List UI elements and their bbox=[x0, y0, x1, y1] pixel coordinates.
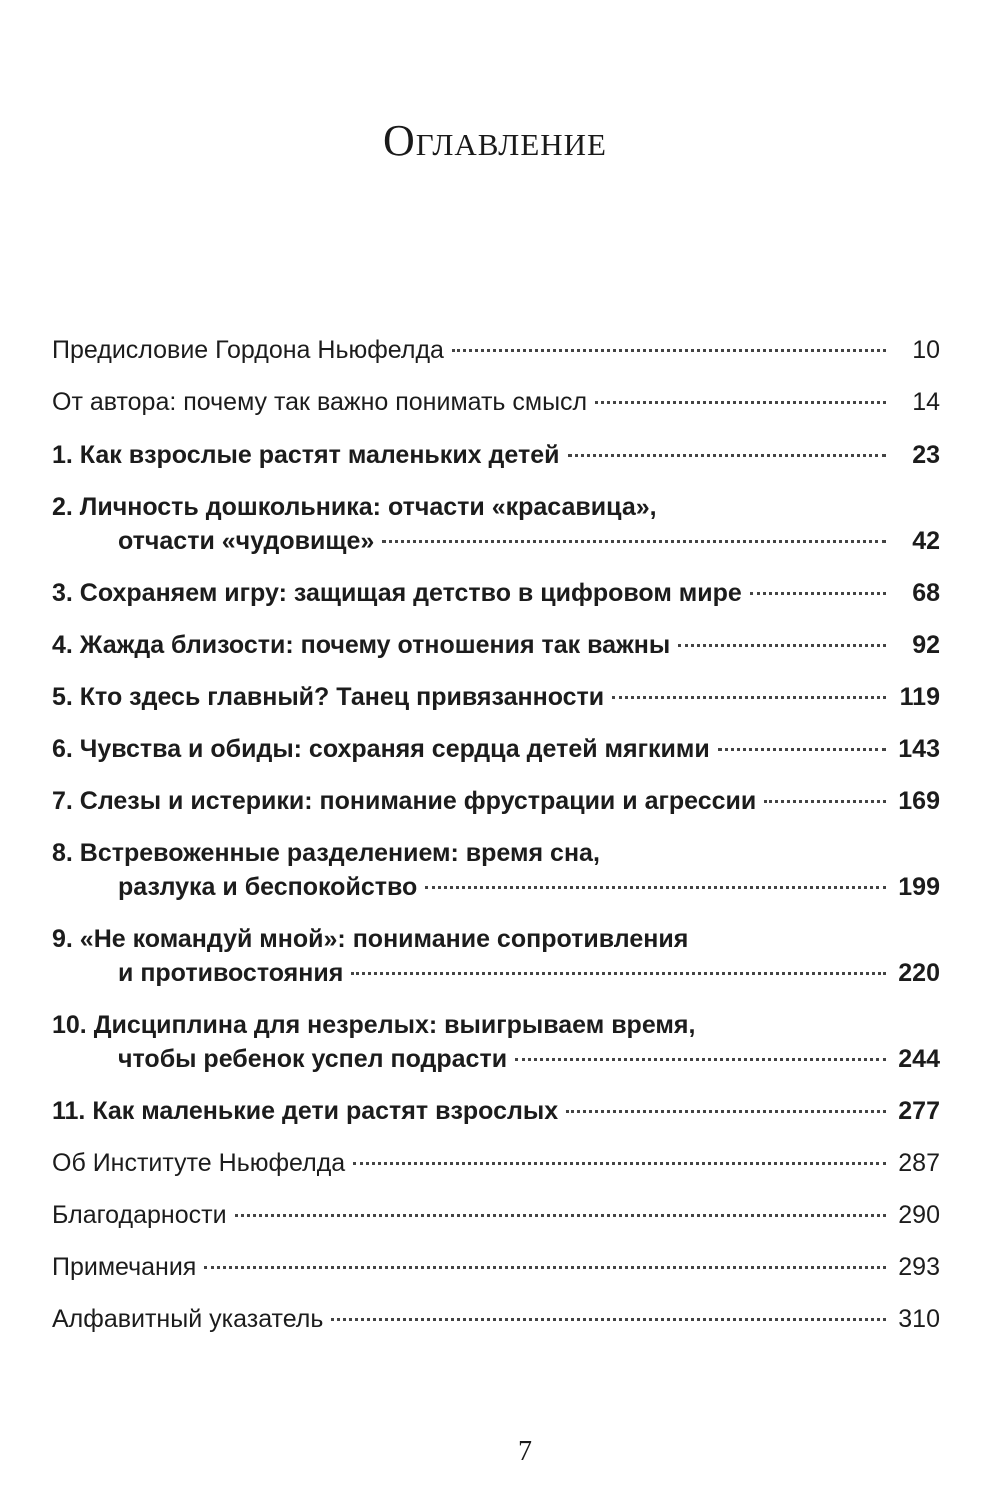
toc-entry-title: Об Институте Ньюфелда bbox=[52, 1149, 346, 1177]
dot-leader bbox=[764, 800, 886, 803]
dot-leader bbox=[595, 401, 886, 404]
toc-entry-page: 92 bbox=[912, 631, 940, 659]
toc-entry-title: 3. Сохраняем игру: защищая детство в цифровом мире bbox=[52, 579, 742, 607]
dot-leader bbox=[515, 1058, 886, 1061]
dot-leader bbox=[718, 748, 886, 751]
toc-entry-title: 9. «Не командуй мной»: понимание сопротивления bbox=[52, 925, 689, 953]
dot-leader bbox=[750, 592, 886, 595]
toc-entry-title: Алфавитный указатель bbox=[52, 1305, 324, 1333]
dot-leader bbox=[331, 1318, 886, 1321]
toc-entry-page: 220 bbox=[898, 959, 940, 987]
dot-leader bbox=[351, 972, 886, 975]
toc-entry-chapter-4[interactable] bbox=[52, 628, 940, 662]
toc-entry-chapter-10[interactable] bbox=[52, 1008, 940, 1076]
toc-entry-page: 14 bbox=[912, 388, 940, 416]
toc-entry-page: 293 bbox=[898, 1253, 940, 1281]
toc-entry-acknowledgements[interactable] bbox=[52, 1198, 940, 1232]
toc-entry-chapter-8[interactable] bbox=[52, 836, 940, 904]
dot-leader bbox=[452, 349, 886, 352]
toc-entry-title-continued: и противостояния bbox=[118, 959, 344, 987]
toc-entry-title: 10. Дисциплина для незрелых: выигрываем время, bbox=[52, 1011, 696, 1039]
dot-leader bbox=[566, 1110, 886, 1113]
toc-entry-title: 7. Слезы и истерики: понимание фрустрации и агрессии bbox=[52, 787, 757, 815]
toc-entry-chapter-7[interactable] bbox=[52, 784, 940, 818]
toc-entry-foreword[interactable] bbox=[52, 333, 940, 367]
toc-entry-page: 244 bbox=[898, 1045, 940, 1073]
toc-entry-chapter-9[interactable] bbox=[52, 922, 940, 990]
dot-leader bbox=[678, 644, 886, 647]
toc-entry-chapter-3[interactable] bbox=[52, 576, 940, 610]
toc-entry-title: 4. Жажда близости: почему отношения так важны bbox=[52, 631, 671, 659]
toc-entry-title: 1. Как взрослые растят маленьких детей bbox=[52, 441, 560, 469]
toc-entry-chapter-5[interactable] bbox=[52, 680, 940, 714]
toc-entry-title: От автора: почему так важно понимать смысл bbox=[52, 388, 588, 416]
toc-entry-title: Благодарности bbox=[52, 1201, 227, 1229]
toc-entry-page: 119 bbox=[899, 683, 940, 711]
page-title: Оглавление bbox=[383, 116, 607, 166]
toc-entry-chapter-1[interactable] bbox=[52, 438, 940, 472]
toc-entry-page: 42 bbox=[912, 527, 940, 555]
toc-entry-notes[interactable] bbox=[52, 1250, 940, 1284]
toc-entry-index[interactable] bbox=[52, 1302, 940, 1336]
dot-leader bbox=[204, 1266, 886, 1269]
toc-entry-page: 290 bbox=[898, 1201, 940, 1229]
toc-entry-page: 277 bbox=[898, 1097, 940, 1125]
toc-entry-title-continued: чтобы ребенок успел подрасти bbox=[118, 1045, 508, 1073]
toc-entry-chapter-6[interactable] bbox=[52, 732, 940, 766]
toc-entry-page: 10 bbox=[912, 336, 940, 364]
toc-entry-page: 287 bbox=[898, 1149, 940, 1177]
toc-entry-page: 143 bbox=[898, 735, 940, 763]
toc-entry-page: 23 bbox=[912, 441, 940, 469]
dot-leader bbox=[353, 1162, 886, 1165]
toc-entry-page: 199 bbox=[898, 873, 940, 901]
toc-entry-title: 11. Как маленькие дети растят взрослых bbox=[52, 1097, 559, 1125]
toc-entry-chapter-2[interactable] bbox=[52, 490, 940, 558]
toc-entry-title: Предисловие Гордона Ньюфелда bbox=[52, 336, 444, 364]
toc-entry-title: 6. Чувства и обиды: сохраняя сердца детей мягкими bbox=[52, 735, 710, 763]
toc-entry-title: 2. Личность дошкольника: отчасти «красавица», bbox=[52, 493, 657, 521]
toc-entry-title: Примечания bbox=[52, 1253, 197, 1281]
toc-entry-chapter-11[interactable] bbox=[52, 1094, 940, 1128]
dot-leader bbox=[425, 886, 886, 889]
toc-entry-institute[interactable] bbox=[52, 1146, 940, 1180]
toc-entry-page: 68 bbox=[912, 579, 940, 607]
dot-leader bbox=[568, 454, 887, 457]
toc-entry-page: 310 bbox=[898, 1305, 940, 1333]
page-number: 7 bbox=[518, 1436, 532, 1467]
toc-entry-title: 8. Встревоженные разделением: время сна, bbox=[52, 839, 600, 867]
dot-leader bbox=[612, 696, 886, 699]
toc-entry-title-continued: разлука и беспокойство bbox=[118, 873, 418, 901]
table-of-contents bbox=[52, 0, 940, 1400]
toc-entry-title: 5. Кто здесь главный? Танец привязанности bbox=[52, 683, 605, 711]
toc-entry-page: 169 bbox=[898, 787, 940, 815]
toc-entry-author-note[interactable] bbox=[52, 385, 940, 419]
dot-leader bbox=[382, 540, 886, 543]
toc-entry-title-continued: отчасти «чудовище» bbox=[118, 527, 375, 555]
dot-leader bbox=[235, 1214, 886, 1217]
